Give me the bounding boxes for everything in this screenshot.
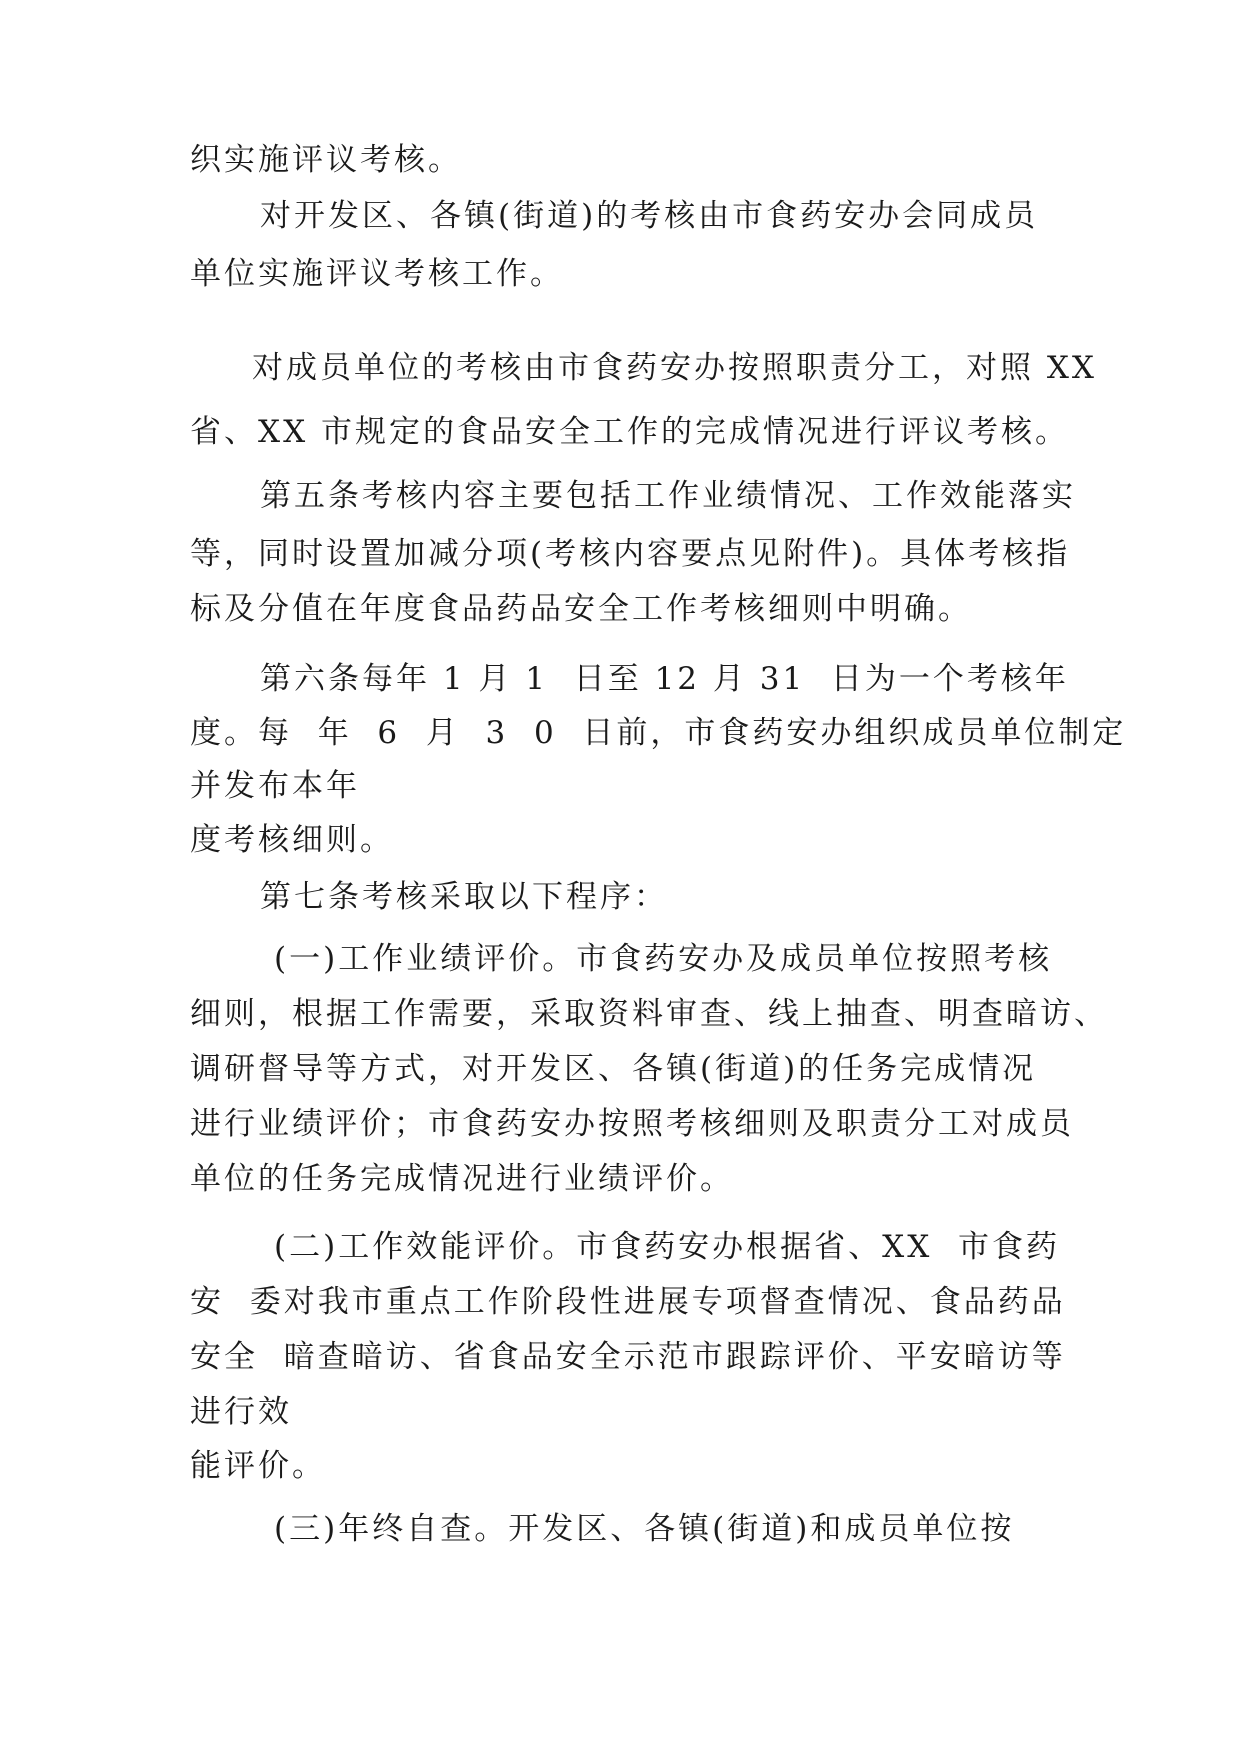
paragraph-line: 第五条考核内容主要包括工作业绩情况、工作效能落实	[260, 478, 1076, 514]
paragraph-line: (三)年终自查。开发区、各镇(街道)和成员单位按	[274, 1511, 1015, 1547]
paragraph-line: 对开发区、各镇(街道)的考核由市食药安办会同成员	[260, 198, 1039, 234]
paragraph-line: (一)工作业绩评价。市食药安办及成员单位按照考核	[274, 941, 1053, 977]
text-line: 进行业绩评价；市食药安办按照考核细则及职责分工对成员	[190, 1106, 1074, 1142]
paragraph-line: 第六条每年 1 月 1 日至 12 月 31 日为一个考核年	[260, 661, 1069, 697]
text-line: 单位实施评议考核工作。	[190, 256, 564, 292]
text-line: 织实施评议考核。	[190, 142, 462, 178]
text-line: 度考核细则。	[190, 822, 394, 858]
text-line: 标及分值在年度食品药品安全工作考核细则中明确。	[190, 591, 972, 627]
paragraph-line: 第七条考核采取以下程序：	[260, 879, 668, 915]
paragraph-line: (二)工作效能评价。市食药安办根据省、XX 市食药	[274, 1229, 1061, 1265]
text-line: 省、XX 市规定的食品安全工作的完成情况进行评议考核。	[190, 414, 1069, 450]
text-line: 单位的任务完成情况进行业绩评价。	[190, 1161, 734, 1197]
text-line: 细则，根据工作需要，采取资料审查、线上抽查、明查暗访、	[190, 996, 1108, 1032]
paragraph-line: 对成员单位的考核由市食药安办按照职责分工，对照 XX	[252, 350, 1097, 386]
text-line: 安 委对我市重点工作阶段性进展专项督查情况、食品药品	[190, 1284, 1066, 1320]
text-line: 度。每 年 6 月 3 0 日前，市食药安办组织成员单位制定	[190, 715, 1127, 751]
text-line: 安全 暗查暗访、省食品安全示范市跟踪评价、平安暗访等	[190, 1339, 1066, 1375]
text-line: 调研督导等方式，对开发区、各镇(街道)的任务完成情况	[190, 1051, 1037, 1087]
text-line: 并发布本年	[190, 768, 360, 804]
text-line: 等，同时设置加减分项(考核内容要点见附件)。具体考核指	[190, 536, 1071, 572]
text-line: 能评价。	[190, 1448, 326, 1484]
text-line: 进行效	[190, 1394, 292, 1430]
